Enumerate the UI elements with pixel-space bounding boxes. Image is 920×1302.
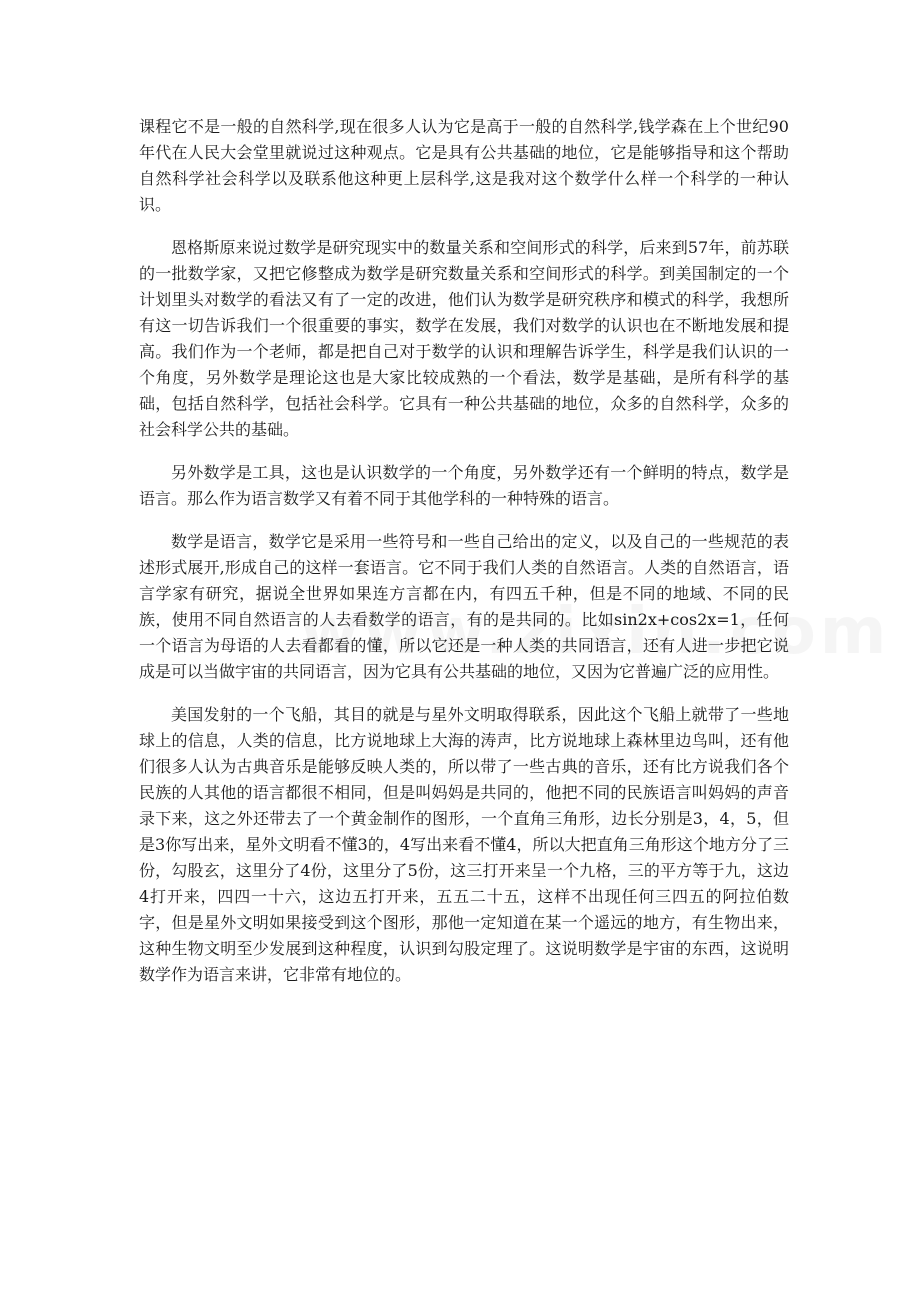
document-body: [139, 114, 789, 1005]
paragraph-4: 数学是语言，数学它是采用一些符号和一些自己给出的定义，以及自己的一些规范的表述形式展开,形成自己的这样一套语言。它不同于我们人类的自然语言。人类的自然语言，语言学家有研究，据说全世界如果连方言都在内，有四五千种，但是不同的地域、不同的民族，使用不同自然语言的人去看数学的语言，有的是共同的。比如sin2x+cos2x=1，任何一个语言为母语的人去看都看的懂，所以它还是一种人类的共同语言，还有人进一步把它说成是可以当做宇宙的共同语言，因为它具有公共基础的地位，又因为它普遍广泛的应用性。: [139, 532, 789, 681]
paragraph-2: 恩格斯原来说过数学是研究现实中的数量关系和空间形式的科学，后来到57年，前苏联的一批数学家，又把它修整成为数学是研究数量关系和空间形式的科学。到美国制定的一个计划里头对数学的看法又有了一定的改进，他们认为数学是研究秩序和模式的科学，我想所有这一切告诉我们一个很重要的事实，数学在发展，我们对数学的认识也在不断地发展和提高。我们作为一个老师，都是把自己对于数学的认识和理解告诉学生，科学是我们认识的一个角度，另外数学是理论这也是大家比较成熟的一个看法，数学是基础，是所有科学的基础，包括自然科学，包括社会科学。它具有一种公共基础的地位，众多的自然科学，众多的社会科学公共的基础。: [139, 238, 789, 439]
paragraph-3: 另外数学是工具，这也是认识数学的一个角度，另外数学还有一个鲜明的特点，数学是语言。那么作为语言数学又有着不同于其他学科的一种特殊的语言。: [139, 463, 789, 508]
paragraph-1: 课程它不是一般的自然科学,现在很多人认为它是高于一般的自然科学,钱学森在上个世纪90年代在人民大会堂里就说过这种观点。它是具有公共基础的地位，它是能够指导和这个帮助自然科学社会科学以及联系他这种更上层科学,这是我对这个数学什么样一个科学的一种认识。: [139, 117, 789, 214]
paragraph-5: 美国发射的一个飞船，其目的就是与星外文明取得联系，因此这个飞船上就带了一些地球上的信息，人类的信息，比方说地球上大海的涛声，比方说地球上森林里边鸟叫，还有他们很多人认为古典音乐是能够反映人类的，所以带了一些古典的音乐，还有比方说我们各个民族的人其他的语言都很不相同，但是叫妈妈是共同的，他把不同的民族语言叫妈妈的声音录下来，这之外还带去了一个黄金制作的图形，一个直角三角形，边长分别是3，4，5，但是3你写出来，星外文明看不懂3的，4写出来看不懂4，所以大把直角三角形这个地方分了三份，勾股玄，这里分了4份，这里分了5份，这三打开来呈一个九格，三的平方等于九，这边4打开来，四四一十六，这边五打开来，五五二十五，这样不出现任何三四五的阿拉伯数字，但是星外文明如果接受到这个图形，那他一定知道在某一个遥远的地方，有生物出来，这种生物文明至少发展到这种程度，认识到勾股定理了。这说明数学是宇宙的东西，这说明数学作为语言来讲，它非常有地位的。: [139, 705, 789, 984]
